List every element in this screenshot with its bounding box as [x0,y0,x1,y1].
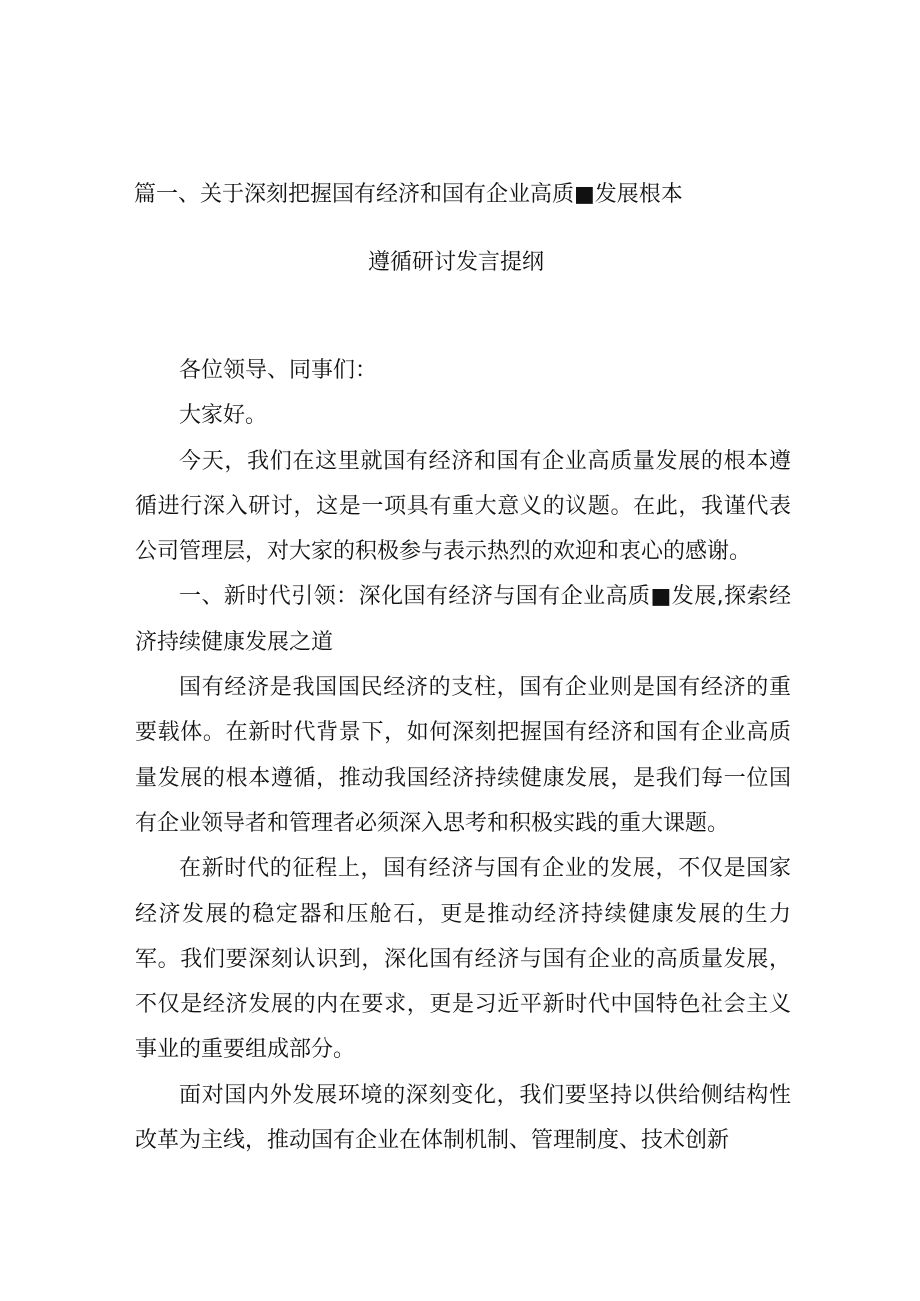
section-heading-1: 一、新时代引领：深化国有经济与国有企业高质■发展,探索经济持续健康发展之道 [135,584,792,655]
paragraph-body: 面对国内外发展环境的深刻变化，我们要坚持以供给侧结构性改革为主线，推动国有企业在体制机制、管理制度、技术创新 [135,1082,791,1154]
paragraph-body: 在新时代的征程上，国有经济与国有企业的发展，不仅是国家经济发展的稳定器和压舱石，更是推动经济持续健康发展的生力军。我们要深刻认识到，深化国有经济与国有企业的高质量发展，不仅是经济发展的内在要求，更是习近平新时代中国特色社会主义事业的重要组成部分。 [135,856,791,1063]
document-title-line-2: 遵循研讨发言提纲 [368,250,545,275]
paragraph-body: 国有经济是我国国民经济的支柱，国有企业则是国有经济的重要载体。在新时代背景下，如何深刻把握国有经济和国有企业高质量发展的根本遵循，推动我国经济持续健康发展，是我们每一位国有企业领导者和管理者必须深入思考和积极实践的重大课题。 [135,675,791,836]
document-title-line-1: 篇一、关于深刻把握国有经济和国有企业高质■发展根本 [134,182,683,207]
paragraph-salutation: 各位领导、同事们： [179,358,378,383]
paragraph-intro: 今天，我们在这里就国有经济和国有企业高质量发展的根本遵循进行深入研讨，这是一项具有重大意义的议题。在此，我谨代表公司管理层，对大家的积极参与表示热烈的欢迎和衷心的感谢。 [135,448,791,565]
document-body [135,348,791,1163]
paragraph-greeting: 大家好。 [179,403,268,429]
